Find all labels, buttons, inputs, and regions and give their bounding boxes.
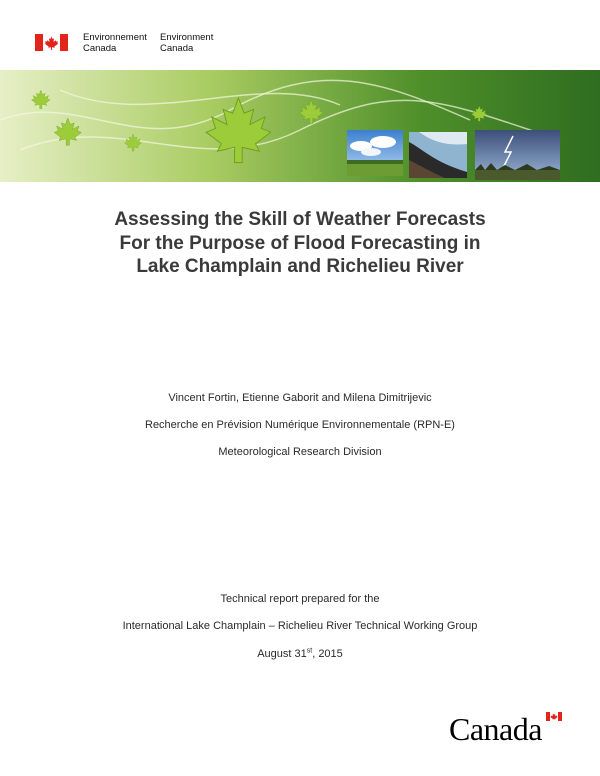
report-title	[40, 208, 560, 279]
date-suffix: , 2015	[312, 648, 343, 660]
government-header	[35, 32, 295, 54]
department-en-line2: Canada	[83, 43, 117, 54]
canada-wordmark-text: Canada	[449, 711, 542, 747]
date-superscript: st	[306, 647, 313, 655]
canada-wordmark	[449, 709, 569, 745]
research-unit: Recherche en Prévision Numérique Environnementale (RPN-E)	[145, 419, 455, 431]
title-line-2: For the Purpose of Flood Forecasting in	[119, 232, 481, 254]
wordmark-flag-icon	[546, 712, 562, 721]
department-name-en	[83, 32, 147, 54]
date-prefix: August 31	[257, 648, 307, 660]
working-group: International Lake Champlain – Richelieu River Technical Working Group	[122, 620, 478, 632]
division: Meteorological Research Division	[218, 446, 382, 458]
title-line-1: Assessing the Skill of Weather Forecasts	[114, 209, 486, 230]
department-en-line1: Environnement	[83, 32, 147, 43]
prepared-for: Technical report prepared for the	[220, 593, 380, 605]
photo-sky-field	[347, 130, 403, 176]
department-fr-line1: Environment	[160, 32, 214, 43]
photo-storm	[475, 130, 560, 180]
cover-banner	[0, 70, 600, 182]
department-name-fr	[160, 32, 213, 54]
photo-coastline	[409, 132, 467, 178]
title-line-3: Lake Champlain and Richelieu River	[136, 256, 464, 277]
report-date	[0, 648, 600, 661]
department-fr-line2: Canada	[160, 43, 194, 54]
authors: Vincent Fortin, Etienne Gaborit and Milena Dimitrijevic	[168, 392, 432, 404]
canada-flag-icon	[35, 34, 68, 51]
